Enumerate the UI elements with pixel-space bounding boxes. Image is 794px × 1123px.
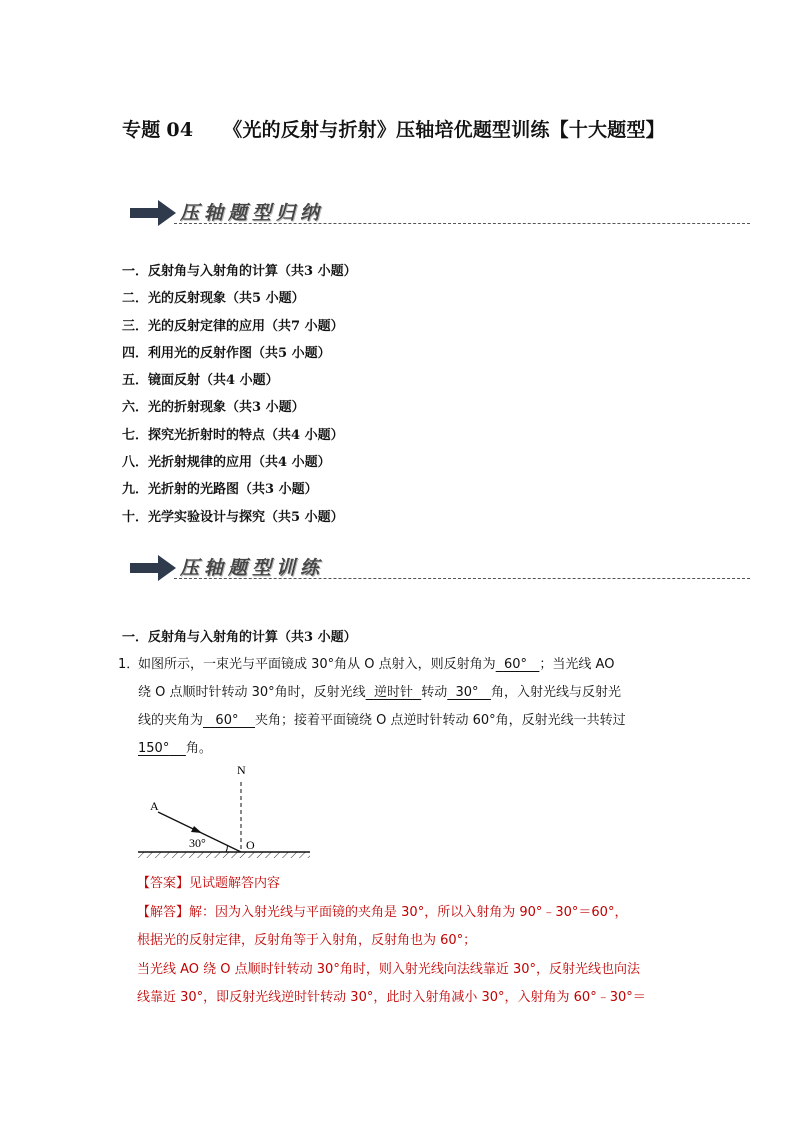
title-prefix: 专题 <box>122 119 161 141</box>
mirror-hatching <box>138 852 310 858</box>
answer-blank: 60° <box>215 713 239 728</box>
page-title <box>122 115 762 142</box>
question-text: 角，入射光线与反射光 <box>490 685 621 700</box>
question-text: 线的夹角为 <box>138 713 204 728</box>
angle-label: 30° <box>189 836 206 850</box>
topic-item: 六．光的折射现象（共3 小题） <box>122 400 305 416</box>
label-o: O <box>246 838 255 852</box>
answer-blank: 60° <box>503 657 527 672</box>
reflection-diagram <box>134 760 314 864</box>
question-text: 夹角；接着平面镜绕 O 点逆时针转动 60°角，反射光线一共转过 <box>255 713 626 728</box>
answer-blank: 逆时针 <box>373 685 413 700</box>
label-n: N <box>237 763 246 777</box>
answer-text: 见试题解答内容 <box>189 876 281 891</box>
topic-item: 二．光的反射现象（共5 小题） <box>122 291 305 307</box>
topic-item: 三．光的反射定律的应用（共7 小题） <box>122 318 344 334</box>
topic-item: 七．探究光折射时的特点（共4 小题） <box>122 427 344 443</box>
question-text: 角。 <box>185 741 212 756</box>
question-number: 1． <box>118 657 140 672</box>
ray-arrowhead <box>191 826 202 833</box>
question-line <box>118 651 688 679</box>
answer-blank: 30° <box>455 685 479 700</box>
topic-list <box>122 262 357 535</box>
topic-item: 五．镜面反射（共4 小题） <box>122 373 279 389</box>
banner-summary-text: 压轴题型归纳 <box>180 202 325 224</box>
banner-training <box>130 553 750 583</box>
answer-block <box>137 870 697 1013</box>
question-text: 绕 O 点顺时针转动 30°角时，反射光线 <box>138 685 366 700</box>
question-1 <box>118 651 688 763</box>
title-main: 《光的反射与折射》压轴培优题型训练【十大题型】 <box>223 119 665 141</box>
banner-summary <box>130 198 750 228</box>
banner-divider <box>174 223 750 224</box>
angle-arc <box>226 845 228 852</box>
question-line <box>118 679 688 707</box>
banner-divider <box>174 578 750 579</box>
arrow-right-icon <box>130 200 176 226</box>
arrow-right-icon <box>130 555 176 581</box>
question-line <box>118 735 688 763</box>
topic-item: 四．利用光的反射作图（共5 小题） <box>122 345 331 361</box>
question-text: ；当光线 AO <box>539 657 615 672</box>
question-text: 如图所示，一束光与平面镜成 30°角从 O 点射入，则反射角为 <box>138 657 496 672</box>
banner-training-text: 压轴题型训练 <box>180 557 325 579</box>
question-text: 转动 <box>421 685 448 700</box>
topic-item: 九．光折射的光路图（共3 小题） <box>122 482 318 498</box>
title-number: 04 <box>166 119 194 141</box>
topic-item: 八．光折射规律的应用（共4 小题） <box>122 455 331 471</box>
section-heading: 一．反射角与入射角的计算（共3 小题） <box>122 630 357 645</box>
answer-line: 线靠近 30°，即反射光线逆时针转动 30°，此时入射角减小 30°，入射角为 60°﹣30°＝ <box>137 990 646 1005</box>
answer-line: 当光线 AO 绕 O 点顺时针转动 30°角时，则入射光线向法线靠近 30°，反射光线也向法 <box>137 961 641 977</box>
answer-blank: 150° <box>138 741 170 756</box>
answer-line <box>137 899 697 928</box>
answer-line: 根据光的反射定律，反射角等于入射角，反射角也为 60°； <box>137 933 477 948</box>
answer-line <box>137 870 697 899</box>
question-line <box>118 707 688 735</box>
answer-tag: 【答案】 <box>137 876 190 891</box>
topic-item: 十．光学实验设计与探究（共5 小题） <box>122 509 344 525</box>
label-a: A <box>150 799 159 813</box>
answer-text: 解：因为入射光线与平面镜的夹角是 30°，所以入射角为 90°﹣30°＝60°， <box>189 904 628 920</box>
topic-item: 一．反射角与入射角的计算（共3 小题） <box>122 264 357 279</box>
solution-tag: 【解答】 <box>137 904 190 920</box>
